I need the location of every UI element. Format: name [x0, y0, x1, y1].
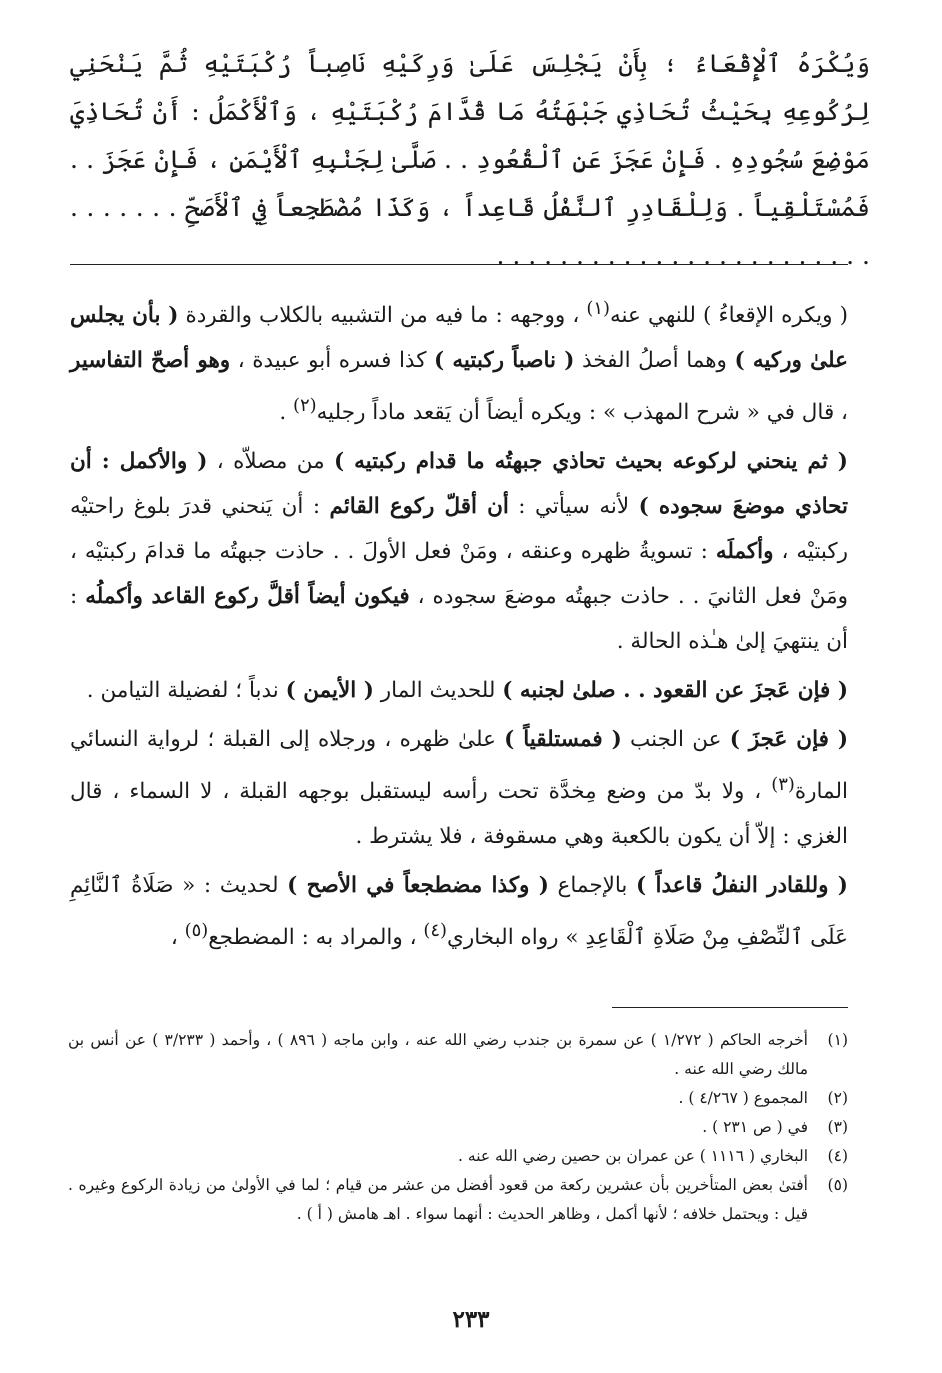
- footnote-text: أخرجه الحاكم ( ١/٢٧٢ ) عن سمرة بن جندب رضي الله عنه ، وابن ماجه ( ٨٩٦ ) ، وأحمد ( ٣/٢٣٣ ) عن أنس بن مالك رضي الله عنه .: [68, 1031, 808, 1078]
- footnote-text: المجموع ( ٤/٢٦٧ ) .: [678, 1089, 808, 1107]
- bold-matn-quote: ( وللقادر النفلُ قاعداً ): [636, 873, 848, 899]
- page-number: ٢٣٣: [452, 1306, 490, 1333]
- text-segment: ، ولا بدّ من وضع مِخدَّة تحت رأسه ليستقبل بوجهه القبلة ، لا السماء ، قال الغزي : إلاّ أن يكون بالكعبة وهي مسقوفة ، فلا يشترط .: [70, 779, 848, 850]
- footnote-3: [68, 1113, 848, 1142]
- separator-rule: [70, 264, 848, 265]
- text-segment: .: [279, 400, 294, 426]
- text-segment: لأنه سيأتي :: [508, 494, 639, 520]
- bold-matn-quote: ( والأكمل : أن تحاذي موضعَ سجوده ): [70, 449, 848, 520]
- footnote-text: في ( ص ٢٣١ ) .: [702, 1118, 808, 1136]
- text-segment: : تسويةُ ظهره وعنقه ، ومَنْ فعل الأولَ . . حاذت جبهتُه ما قدامَ ركبتيْه ، ومَنْ فعل الثانيَ . . حاذت جبهتُه موضعَ سجوده ،: [70, 539, 849, 610]
- commentary-paragraph-3: [70, 668, 848, 713]
- footnote-ref-3[interactable]: (٣): [771, 774, 795, 796]
- bold-matn-quote: ( بأن يجلس علىٰ وركيه ): [70, 303, 848, 374]
- text-segment: ( ويكره الإقعاءُ ) للنهي عنه: [610, 303, 848, 329]
- commentary-paragraph-2: [70, 439, 848, 664]
- footnote-ref-2[interactable]: (٢): [293, 395, 317, 417]
- commentary-paragraph-5: [70, 863, 848, 960]
- footnote-number: (١): [827, 1031, 848, 1049]
- commentary-paragraph-1: [70, 286, 848, 435]
- bold-matn-quote: ( ثم ينحني لركوعه بحيث تحاذي جبهتُه ما قدام ركبتيه ): [333, 449, 848, 475]
- footnote-ref-4[interactable]: (٤): [423, 920, 448, 942]
- bold-matn-quote: ( ناصباً ركبتيه ): [434, 348, 575, 374]
- text-segment: ،: [170, 925, 185, 951]
- text-segment: بالإجماع: [548, 873, 637, 899]
- bold-matn-quote: ( فإن عَجزَ ): [729, 727, 848, 753]
- matn-text: وَيُكْرَهُ ٱلْإِقْعَاءُ ؛ بِأَنْ يَجْلِسَ عَلَىٰ وَرِكَيْهِ نَاصِباً رُكْبَتَيْهِ ثُمَّ يَنْحَنِي لِرُكُوعِهِ بِحَيْثُ تُحَاذِي جَبْهَتُهُ مَا قُدَّامَ رُكْبَتَيْهِ ، وَٱلْأَكْمَلُ : أَنْ تُحَاذِيَ مَوْضِعَ سُجُودِهِ . فَإِنْ عَجَزَ عَنِ ٱلْقُعُودِ . . صَلَّىٰ لِجَنْبِهِ ٱلْأَيْمَنِ ، فَإِنْ عَجَزَ . . فَمُسْتَلْقِياً . وَلِلْقَادِرِ ٱلنَّفْلُ قَاعِداً ، وَكَذَا مُضْطَجِعاً فِي ٱلْأَصَحِّ . . . . . . . . . . . . . . . . . . . . . . . . . . . . . . .: [70, 49, 870, 270]
- bold-matn-quote: ( فإن عَجزَ عن القعود . . صلىٰ لجنبه ): [502, 678, 848, 704]
- commentary-paragraph-4: [70, 717, 848, 859]
- bold-matn-quote: ( فمستلقياً ): [504, 727, 622, 753]
- footnote-ref-5[interactable]: (٥): [184, 920, 209, 942]
- text-segment: ، ووجهه : ما فيه من التشبيه بالكلاب والقردة: [178, 303, 587, 329]
- footnote-number: (٥): [827, 1176, 848, 1194]
- footnote-number: (٢): [827, 1089, 848, 1107]
- text-segment: وهما أصلُ الفخذ: [574, 348, 735, 374]
- bold-matn-quote: ( الأيمن ): [285, 678, 374, 704]
- footnote-text: البخاري ( ١١١٦ ) عن عمران بن حصين رضي الله عنه .: [458, 1147, 808, 1165]
- text-segment: ، قال في « شرح المهذب » : ويكره أيضاً أن يَقعد ماداً رجليه: [316, 400, 848, 426]
- text-segment: عن الجنب: [621, 727, 730, 753]
- bold-phrase: فيكون أيضاً أقلَّ ركوع القاعد وأكملُه: [85, 584, 410, 610]
- footnote-1: [68, 1026, 848, 1084]
- bold-matn-quote: ( وكذا مضطجعاً في الأصح ): [287, 873, 549, 899]
- text-segment: علىٰ ظهره ، ورجلاه إلى القبلة ؛ لرواية النسائي المارة: [70, 727, 848, 805]
- footnotes: [68, 1026, 848, 1229]
- footnote-number: (٤): [827, 1147, 848, 1165]
- bold-phrase: وهو أصحّ التفاسير: [70, 348, 231, 374]
- text-segment: ندباً ؛ لفضيلة التيامن .: [86, 678, 286, 704]
- commentary: [70, 286, 848, 961]
- text-segment: ، والمراد به : المضطجع: [208, 925, 424, 951]
- bold-phrase: أن أقلّ ركوع القائم: [329, 494, 509, 520]
- footnote-2: [68, 1084, 848, 1113]
- text-segment: لحديث : « صَلَاةُ ٱلنَّائِمِ عَلَى ٱلنِّصْفِ مِنْ صَلَاةِ ٱلْقَاعِدِ » رواه البخاري: [70, 873, 848, 951]
- text-segment: من مصلاّه ،: [207, 449, 334, 475]
- footnote-text: أفتىٰ بعض المتأخرين بأن عشرين ركعة من قعود أفضل من عشر من قيام ؛ لما في الأولىٰ من زيادة الركوع وغيره . قيل : ويحتمل خلافه ؛ لأنها أكمل ، وظاهر الحديث : أنهما سواء . اهـ هامش ( أ ) .: [68, 1176, 808, 1223]
- footnote-ref-1[interactable]: (١): [586, 298, 611, 319]
- footnote-number: (٣): [827, 1118, 848, 1136]
- footnote-4: [68, 1142, 848, 1171]
- text-segment: كذا فسره أبو عبيدة ،: [230, 348, 434, 374]
- text-segment: : أن ينتهيَ إلىٰ هـٰذه الحالة .: [70, 584, 848, 655]
- footnote-5: [68, 1171, 848, 1229]
- text-segment: : أن يَنحني قدرَ بلوغ راحتيْه ركبتيْه ،: [70, 494, 848, 565]
- bold-phrase: وأكملَه: [715, 539, 774, 565]
- footnote-separator: [612, 1007, 848, 1008]
- text-segment: للحديث المار: [373, 678, 503, 704]
